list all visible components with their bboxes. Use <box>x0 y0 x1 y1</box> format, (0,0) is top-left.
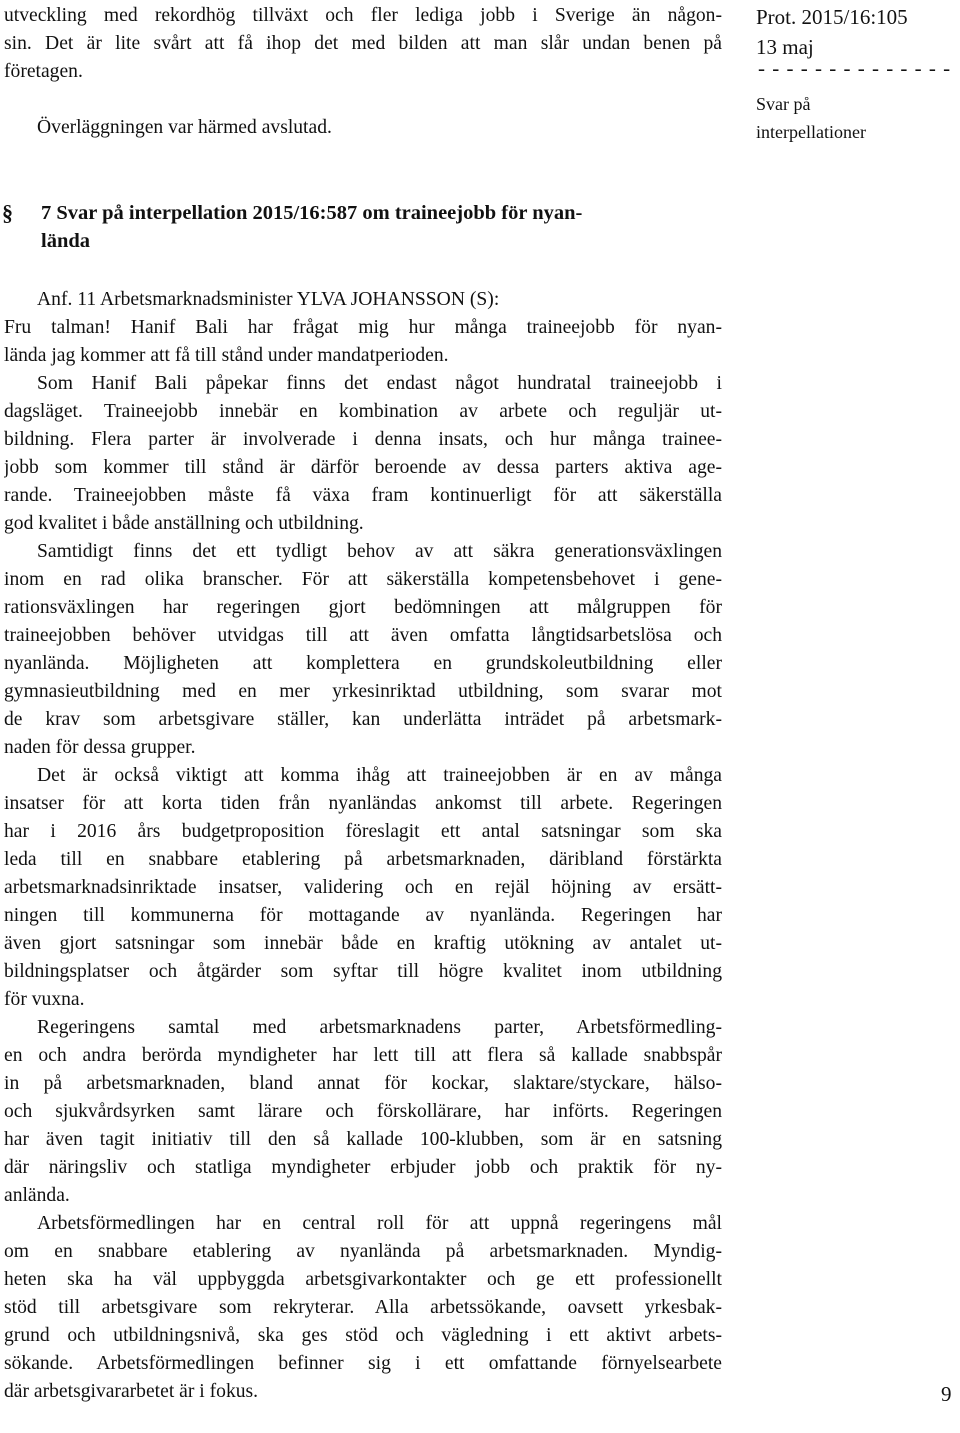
body-line: har i 2016 års budgetproposition föreslagit ett antal satsningar som ska <box>4 821 722 842</box>
body-line: leda till en snabbare etablering på arbetsmarknaden, däribland förstärkta <box>4 849 722 870</box>
body-line: jobb som kommer till stånd är därför beroende av dessa parters aktiva age- <box>4 457 722 478</box>
body-line: ningen till kommunerna för mottagande av nyanlända. Regeringen har <box>4 905 722 926</box>
text-line: sin. Det är lite svårt att få ihop det med bilden att man slår undan benen på <box>4 33 722 54</box>
body-line: naden för dessa grupper. <box>4 737 196 758</box>
body-line: där näringsliv och statliga myndigheter erbjuder jobb och praktik för ny- <box>4 1157 722 1178</box>
body-line: nyanlända. Möjligheten att komplettera en grundskoleutbildning eller <box>4 653 722 674</box>
body-line: bildningsplatser och åtgärder som syftar till högre kvalitet inom utbildning <box>4 961 722 982</box>
body-line: inom en rad olika branscher. För att säkerställa kompetensbehovet i gene- <box>4 569 722 590</box>
body-line: Regeringens samtal med arbetsmarknadens parter, Arbetsförmedling- <box>37 1017 722 1038</box>
body-line: Fru talman! Hanif Bali har frågat mig hur många traineejobb för nyan- <box>4 317 722 338</box>
section-title: 7 Svar på interpellation 2015/16:587 om traineejobb för nyan- <box>41 202 583 224</box>
body-line: om en snabbare etablering av nyanlända på arbetsmarknaden. Myndig- <box>4 1241 722 1262</box>
body-line: och sjukvårdsyrken samt lärare och förskollärare, har införts. Regeringen <box>4 1101 722 1122</box>
body-line: gymnasieutbildning med en mer yrkesinriktad utbildning, som svarar mot <box>4 681 722 702</box>
margin-divider: - - - - - - - - - - - - - - <box>758 56 952 80</box>
body-line: god kvalitet i både anställning och utbildning. <box>4 513 364 534</box>
section-symbol: § <box>2 200 13 225</box>
body-line: lända jag kommer att få till stånd under mandatperioden. <box>4 345 449 366</box>
body-line: för vuxna. <box>4 989 85 1010</box>
body-line: anlända. <box>4 1185 70 1206</box>
body-line: Arbetsförmedlingen har en central roll för att uppnå regeringens mål <box>37 1213 722 1234</box>
body-line: heten ska ha väl uppbyggda arbetsgivarkontakter och ge ett professionellt <box>4 1269 722 1290</box>
body-line: där arbetsgivararbetet är i fokus. <box>4 1381 259 1402</box>
closing-line: Överläggningen var härmed avslutad. <box>37 117 332 138</box>
section-title-cont: lända <box>41 230 90 252</box>
body-line: stöd till arbetsgivare som rekryterar. Alla arbetssökande, oavsett yrkesbak- <box>4 1297 722 1318</box>
body-line: de krav som arbetsgivare ställer, kan underlätta inträdet på arbetsmark- <box>4 709 722 730</box>
text-line: företagen. <box>4 61 83 82</box>
body-line: en och andra berörda myndigheter har lett till att flera så kallade snabbspår <box>4 1045 722 1066</box>
body-line: Samtidigt finns det ett tydligt behov av att säkra generationsväxlingen <box>37 541 722 562</box>
body-line: rande. Traineejobben måste få växa fram kontinuerligt för att säkerställa <box>4 485 722 506</box>
speaker-line: Anf. 11 Arbetsmarknadsminister YLVA JOHANSSON (S): <box>37 289 500 310</box>
body-line: arbetsmarknadsinriktade insatser, validering och en rejäl höjning av ersätt- <box>4 877 722 898</box>
text-line: utveckling med rekordhög tillväxt och fler lediga jobb i Sverige än någon- <box>4 5 722 26</box>
body-line: Som Hanif Bali påpekar finns det endast något hundratal traineejobb i <box>37 373 722 394</box>
body-line: rationsväxlingen har regeringen gjort bedömningen att målgruppen för <box>4 597 722 618</box>
body-line: har även tagit initiativ till den så kallade 100-klubben, som är en satsning <box>4 1129 722 1150</box>
body-line: grund och utbildningsnivå, ska ges stöd och vägledning i ett aktivt arbets- <box>4 1325 722 1346</box>
protocol-number: Prot. 2015/16:105 <box>756 5 908 29</box>
body-line: sökande. Arbetsförmedlingen befinner sig i ett omfattande förnyelsearbete <box>4 1353 722 1374</box>
margin-topic-line1: Svar på <box>756 94 811 114</box>
body-line: dagsläget. Traineejobb innebär en kombination av arbete och reguljär ut- <box>4 401 722 422</box>
page-number: 9 <box>941 1382 952 1406</box>
margin-topic-line2: interpellationer <box>756 122 866 142</box>
body-line: Det är också viktigt att komma ihåg att traineejobben är en av många <box>37 765 722 786</box>
body-line: insatser för att korta tiden från nyanländas ankomst till arbete. Regeringen <box>4 793 722 814</box>
protocol-date: 13 maj <box>756 35 814 59</box>
body-line: bildning. Flera parter är involverade i denna insats, och hur många trainee- <box>4 429 722 450</box>
body-line: traineejobben behöver utvidgas till att även omfatta långtidsarbetslösa och <box>4 625 722 646</box>
body-line: även gjort satsningar som innebär både en kraftig utökning av antalet ut- <box>4 933 722 954</box>
body-line: in på arbetsmarknaden, bland annat för kockar, slaktare/styckare, hälso- <box>4 1073 722 1094</box>
